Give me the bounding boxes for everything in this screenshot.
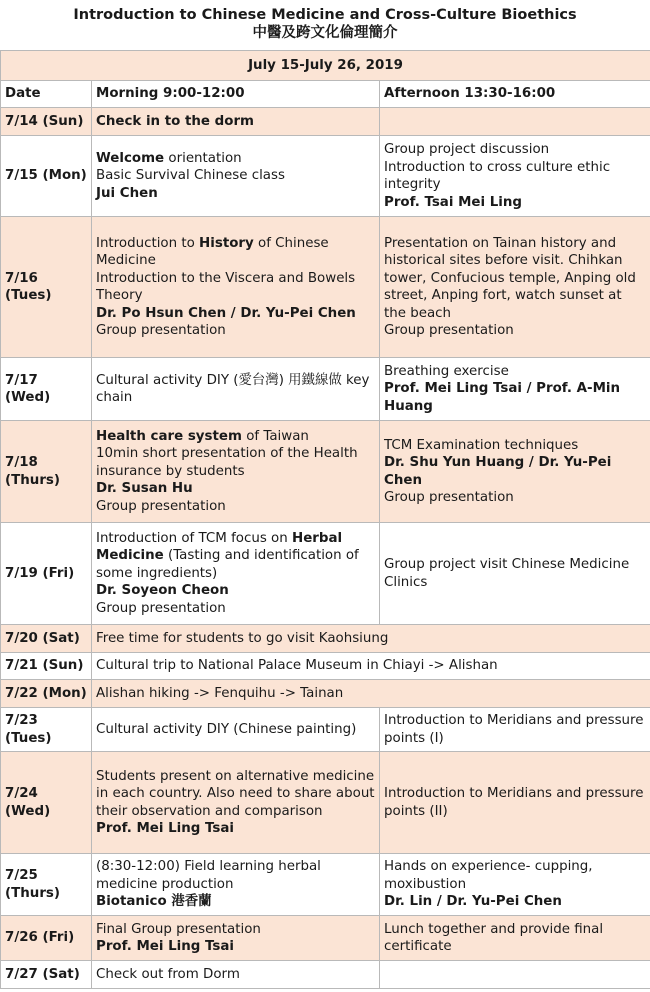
row-morning (92, 136, 380, 217)
text: orientation (164, 150, 242, 166)
schedule-table (0, 50, 650, 989)
text: Presentation on Tainan history and historical sites before visit. Chihkan tower, Confucious temple, Anping old street, Anping fort, watch sunset at the beach (384, 235, 636, 321)
instructor: Dr. Shu Yun Huang / Dr. Yu-Pei Chen (384, 455, 612, 488)
schedule-row (1, 625, 650, 653)
title-english: Introduction to Chinese Medicine and Cross-Culture Bioethics (73, 7, 577, 23)
keyword: History (199, 235, 254, 251)
header-date: Date (1, 81, 92, 108)
keyword: Health care system (96, 428, 242, 444)
instructor: Biotanico 港香蘭 (96, 894, 212, 910)
text: (8:30-12:00) Field learning herbal medicine production (96, 859, 321, 892)
schedule-row (1, 421, 650, 523)
text: TCM Examination techniques (384, 437, 579, 453)
period-cell: July 15-July 26, 2019 (1, 51, 650, 81)
schedule-row (1, 136, 650, 217)
text: Introduction to cross culture ethic integrity (384, 159, 611, 192)
header-morning: Morning 9:00-12:00 (92, 81, 380, 108)
keyword: Welcome (96, 150, 165, 166)
row-afternoon (380, 854, 650, 916)
row-afternoon (380, 108, 650, 136)
row-date: 7/15 (Mon) (1, 136, 92, 217)
row-date: 7/23 (Tues) (1, 708, 92, 752)
row-afternoon: Group project visit Chinese Medicine Clinics (380, 523, 650, 625)
row-morning (92, 421, 380, 523)
text: of Taiwan (241, 428, 309, 444)
schedule-row (1, 217, 650, 358)
text: of Chinese Medicine (96, 235, 329, 268)
schedule-row (1, 961, 650, 989)
text: Final Group presentation (96, 921, 261, 937)
row-afternoon: Lunch together and provide final certificate (380, 916, 650, 961)
schedule-row (1, 358, 650, 421)
row-afternoon: Introduction to Meridians and pressure points (II) (380, 752, 650, 854)
row-afternoon: Introduction to Meridians and pressure points (I) (380, 708, 650, 752)
row-fullday: Cultural trip to National Palace Museum in Chiayi -> Alishan (92, 653, 650, 680)
instructor: Prof. Tsai Mei Ling (384, 194, 522, 210)
schedule-row (1, 854, 650, 916)
row-morning (92, 752, 380, 854)
text: Introduction to (96, 235, 200, 251)
row-date: 7/14 (Sun) (1, 108, 92, 136)
text: Group presentation (96, 323, 226, 338)
text: Group presentation (384, 490, 514, 505)
row-morning (92, 217, 380, 358)
row-afternoon (380, 136, 650, 217)
instructor: Prof. Mei Ling Tsai / Prof. A-Min Huang (384, 381, 621, 414)
text: Group presentation (384, 323, 514, 338)
row-date: 7/17 (Wed) (1, 358, 92, 421)
row-date: 7/18 (Thurs) (1, 421, 92, 523)
schedule-row (1, 916, 650, 961)
row-date: 7/25 (Thurs) (1, 854, 92, 916)
row-date: 7/22 (Mon) (1, 680, 92, 708)
row-afternoon (380, 358, 650, 421)
row-morning (92, 523, 380, 625)
row-morning: Check in to the dorm (92, 108, 380, 136)
row-date: 7/24 (Wed) (1, 752, 92, 854)
text: Group presentation (96, 600, 226, 616)
text: Group project discussion (384, 142, 550, 157)
row-morning (92, 916, 380, 961)
row-afternoon (380, 961, 650, 989)
row-date: 7/20 (Sat) (1, 625, 92, 653)
row-morning: Check out from Dorm (92, 961, 380, 989)
text: Introduction of TCM focus on (96, 530, 292, 546)
instructor: Prof. Mei Ling Tsai (96, 939, 234, 954)
row-morning: Cultural activity DIY (Chinese painting) (92, 708, 380, 752)
row-date: 7/27 (Sat) (1, 961, 92, 989)
row-date: 7/21 (Sun) (1, 653, 92, 680)
instructor: Dr. Lin / Dr. Yu-Pei Chen (384, 894, 562, 910)
instructor: Jui Chen (96, 185, 158, 201)
instructor: Dr. Soyeon Cheon (96, 583, 229, 599)
period-row (1, 51, 650, 81)
schedule-row (1, 523, 650, 625)
row-afternoon (380, 421, 650, 523)
row-date: 7/26 (Fri) (1, 916, 92, 961)
schedule-row (1, 708, 650, 752)
schedule-row (1, 653, 650, 680)
row-date: 7/16 (Tues) (1, 217, 92, 358)
instructor: Prof. Mei Ling Tsai (96, 821, 234, 836)
text: Hands on experience- cupping, moxibustion (384, 859, 593, 892)
text: (Tasting and identification of some ingredients) (96, 548, 359, 581)
title-chinese: 中醫及跨文化倫理簡介 (252, 25, 398, 41)
header-afternoon: Afternoon 13:30-16:00 (380, 81, 650, 108)
instructor: Dr. Susan Hu (96, 481, 193, 497)
schedule-row (1, 752, 650, 854)
text: Breathing exercise (384, 363, 509, 379)
text: Group presentation (96, 498, 226, 514)
text: Students present on alternative medicine in each country. Also need to share about their observation and comparison (96, 768, 375, 819)
instructor: Dr. Po Hsun Chen / Dr. Yu-Pei Chen (96, 305, 356, 321)
keyword: Herbal Medicine (96, 530, 343, 564)
row-fullday: Alishan hiking -> Fenquihu -> Tainan (92, 680, 650, 708)
row-fullday: Free time for students to go visit Kaohsiung (92, 625, 650, 653)
schedule-row (1, 680, 650, 708)
schedule-row (1, 108, 650, 136)
text: Introduction to the Viscera and Bowels Theory (96, 270, 356, 303)
text: Basic Survival Chinese class (96, 168, 285, 184)
row-afternoon (380, 217, 650, 358)
row-morning (92, 854, 380, 916)
row-morning: Cultural activity DIY (愛台灣) 用鐵線做 key chain (92, 358, 380, 421)
text: 10min short presentation of the Health insurance by students (96, 446, 358, 479)
header-row (1, 81, 650, 108)
row-date: 7/19 (Fri) (1, 523, 92, 625)
